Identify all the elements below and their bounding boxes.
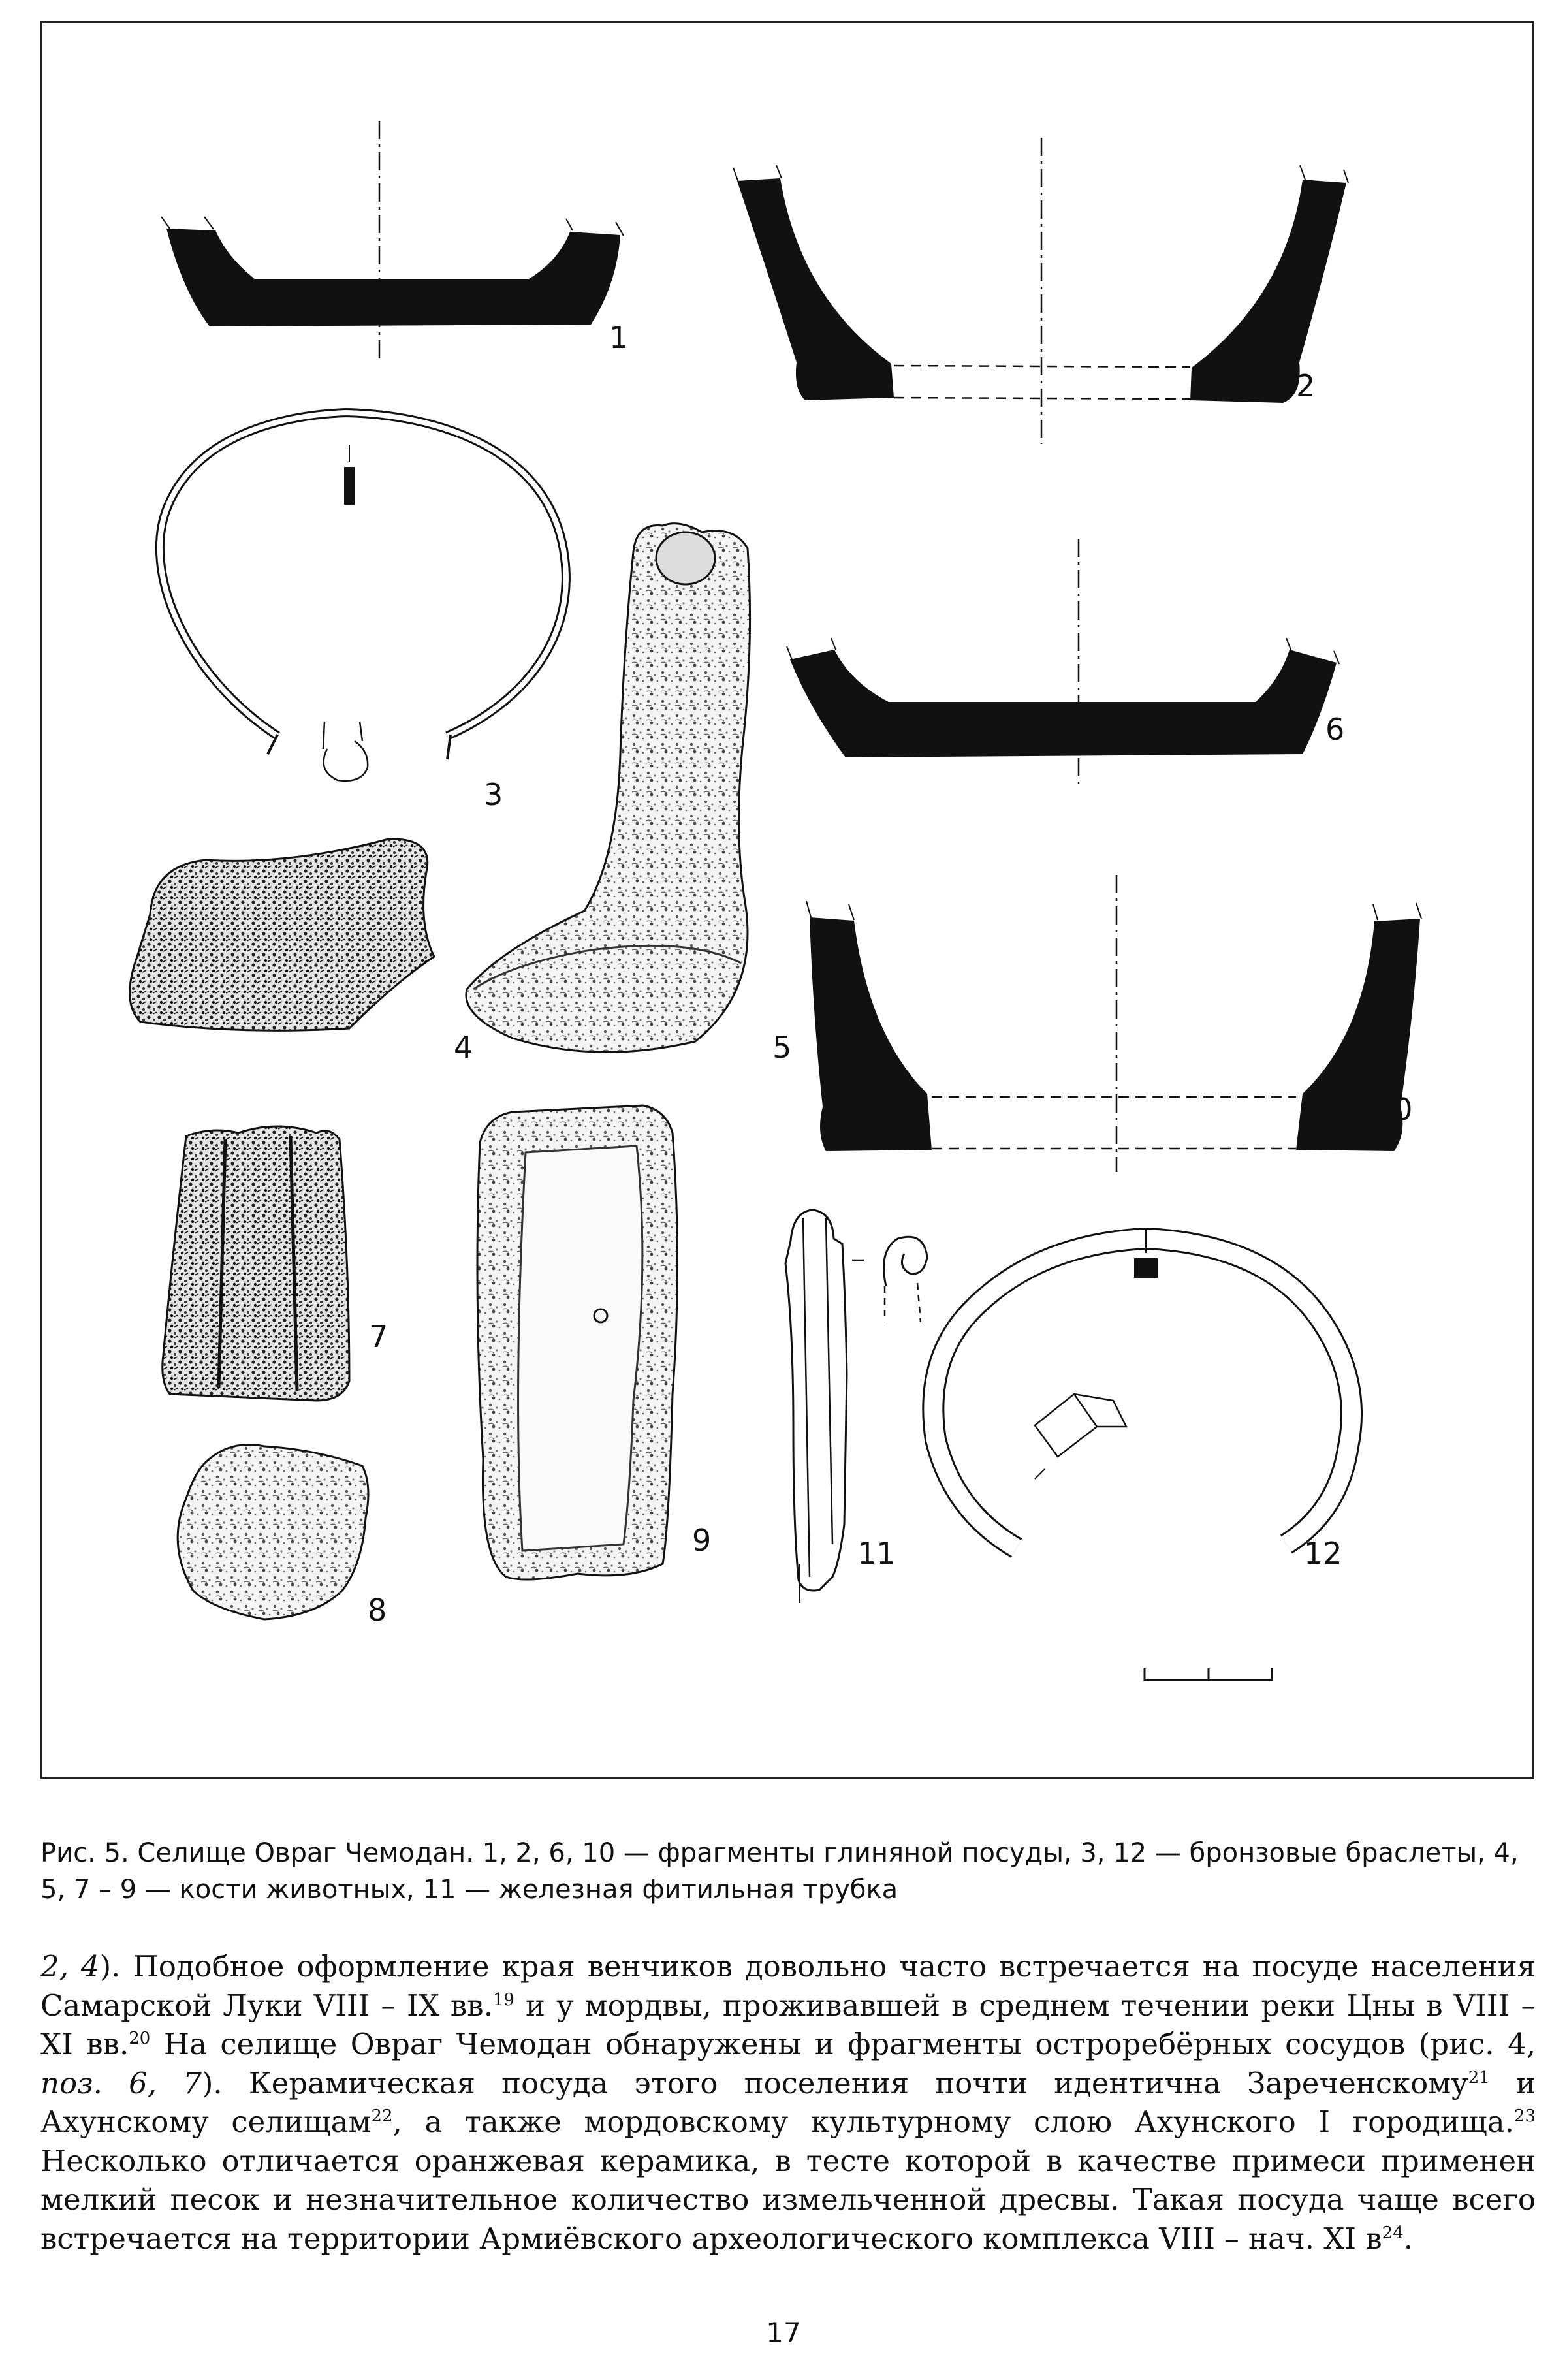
- figure-label-11: 11: [857, 1536, 896, 1571]
- footnote-ref-23[interactable]: 23: [1513, 2106, 1536, 2126]
- body-text-segment: и у мордвы, проживавшей в среднем течении реки Цны в VIII – XI вв.: [40, 1988, 1536, 2061]
- footnote-ref-20[interactable]: 20: [129, 2029, 151, 2048]
- animal-bone-8: [178, 1445, 387, 1628]
- figure-label-2: 2: [1296, 368, 1316, 404]
- iron-wick-tube-11: [785, 1210, 927, 1603]
- footnote-ref-22[interactable]: 22: [371, 2106, 393, 2126]
- figure-label-12: 12: [1304, 1536, 1342, 1571]
- figure-label-1: 1: [609, 320, 629, 355]
- page-number: 17: [766, 2317, 801, 2349]
- pottery-fragment-2: [733, 138, 1348, 444]
- animal-bone-5: [466, 524, 791, 1065]
- footnote-ref-19[interactable]: 19: [492, 1990, 514, 2010]
- figure-label-4: 4: [454, 1030, 473, 1065]
- body-text-segment: .: [1403, 2221, 1414, 2256]
- body-text-segment: На селище Овраг Чемодан обнаружены и фрагменты остроребёрных сосудов (рис. 4,: [150, 2027, 1536, 2061]
- body-text-segment: и Ахунскому селищам: [40, 2065, 1536, 2139]
- footnote-ref-21[interactable]: 21: [1468, 2067, 1490, 2087]
- figure-label-7: 7: [369, 1319, 388, 1354]
- figure-frame: [40, 21, 1534, 1779]
- animal-bone-7: [163, 1126, 388, 1401]
- animal-bone-9: [477, 1105, 711, 1579]
- animal-bone-4: [130, 839, 473, 1065]
- bronze-bracelet-12: [933, 1230, 1352, 1571]
- pottery-fragment-10: [806, 875, 1421, 1172]
- figure-label-3: 3: [484, 777, 503, 812]
- figure-label-9: 9: [692, 1523, 712, 1558]
- figure-label-10: 10: [1374, 1092, 1413, 1127]
- figure-illustration: [42, 23, 1532, 1777]
- figure-caption: Рис. 5. Селище Овраг Чемодан. 1, 2, 6, 10 — фрагменты глиняной посуды, 3, 12 — бронзовые браслеты, 4, 5, 7 – 9 — кости животных, 11 — железная фитильная трубка: [40, 1838, 1519, 1905]
- figure-label-6: 6: [1325, 712, 1345, 747]
- body-text-segment: ). Подобное оформление края венчиков довольно часто встречается на посуде населения Самарской Луки VIII – IX вв.: [40, 1949, 1536, 2023]
- pottery-fragment-1: [161, 121, 628, 364]
- body-paragraph: [40, 1947, 1536, 2258]
- figure-label-5: 5: [772, 1030, 792, 1065]
- bronze-bracelet-3: [160, 413, 566, 812]
- figure-label-8: 8: [368, 1593, 387, 1628]
- footnote-ref-24[interactable]: 24: [1382, 2223, 1404, 2243]
- body-text-segment: ). Керамическая посуда этого поселения почти идентична Зареченскому: [201, 2065, 1468, 2101]
- scale-bar: [1145, 1668, 1272, 1681]
- figure-reference: 2, 4: [40, 1949, 100, 1984]
- figure-reference: поз. 6, 7: [40, 2065, 202, 2101]
- body-text-segment: Несколько отличается оранжевая керамика, в тесте которой в качестве примеси применен мелкий песок и незначительное количество измельченной дресвы. Такая посуда чаще всего встречается на территории Армиёвского археологического комплекса VIII – нач. XI в: [40, 2143, 1536, 2256]
- body-text-segment: , а также мордовскому культурному слою Ахунского I городища.: [392, 2104, 1514, 2139]
- pottery-fragment-6: [787, 539, 1344, 784]
